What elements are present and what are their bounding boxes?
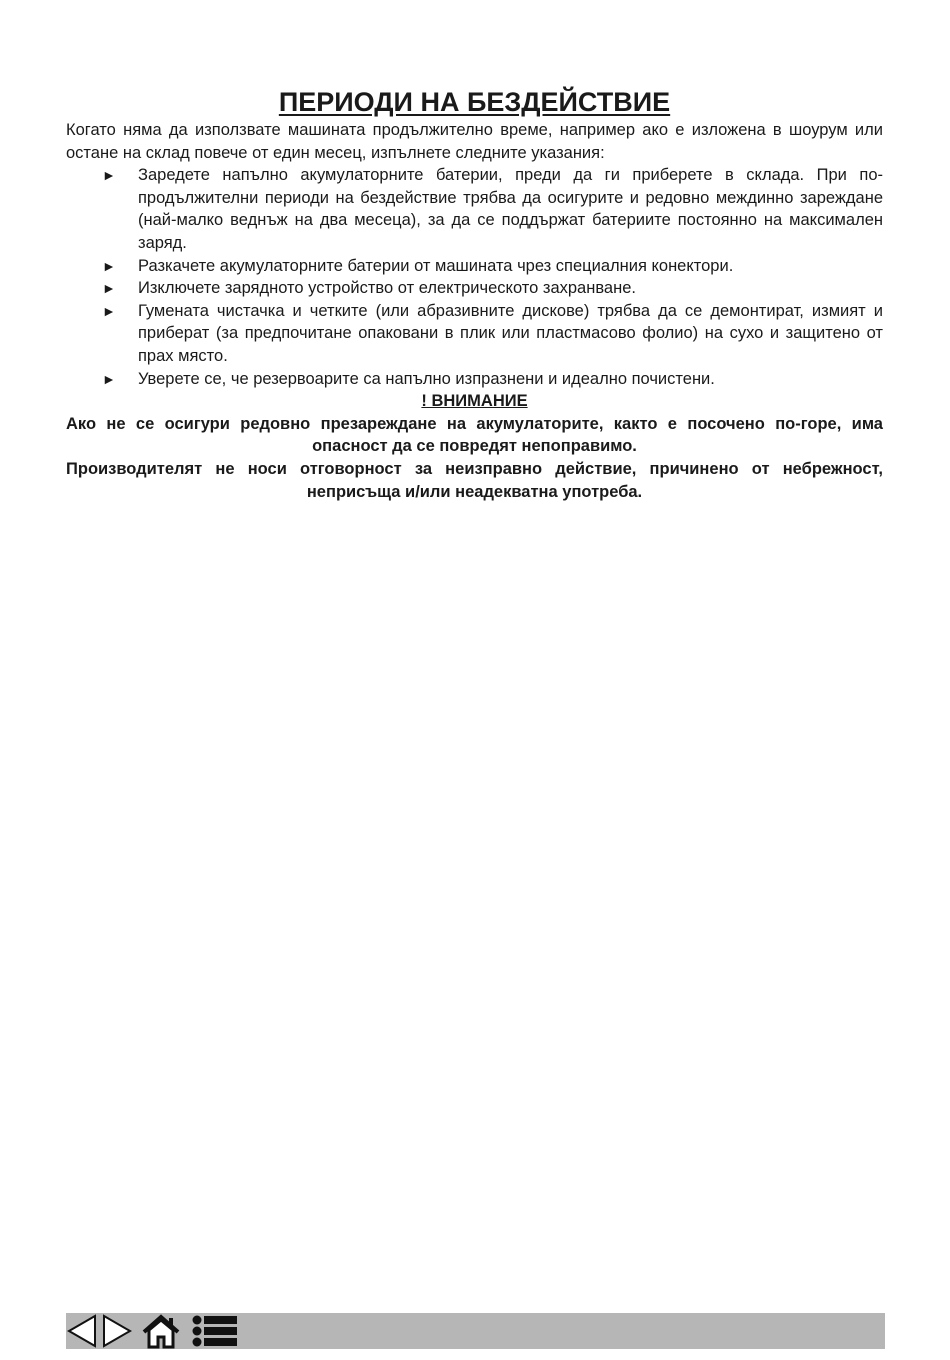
next-page-button[interactable] [101, 1313, 133, 1349]
disclaimer-text: Производителят не носи отговорност за неизправно действие, причинено от небрежност, неприсъща и/или неадекватна употреба. [66, 459, 883, 501]
table-of-contents-icon [191, 1314, 239, 1348]
intro-paragraph: Когато няма да използвате машината продължително време, например ако е изложена в шоурум или остане на склад повече от един месец, изпълнете следните указания: [66, 121, 883, 162]
list-item [66, 368, 883, 391]
document-page [66, 86, 883, 503]
list-item [66, 300, 883, 368]
home-button[interactable] [140, 1313, 182, 1349]
list-item-text: Уверете се, че резервоарите са напълно изпразнени и идеално почистени. [138, 369, 715, 388]
previous-page-icon [67, 1314, 97, 1348]
list-item-text: Гумената чистачка и четките (или абразивните дискове) трябва да се демонтират, измият и приберат (за предпочитане опаковани в плик или пластмасово фолио) на сухо и защитено от прах място. [138, 301, 883, 365]
list-item-text: Изключете зарядното устройство от електрическото захранване. [138, 279, 636, 298]
warning-text: Ако не се осигури редовно презареждане на акумулаторите, както е посочено по-горе, има опасност да се повредят непоправимо. [66, 414, 883, 456]
bullet-arrow-icon: ► [102, 280, 116, 297]
previous-page-button[interactable] [66, 1313, 98, 1349]
footer-navigation-bar [66, 1313, 885, 1349]
bullet-arrow-icon: ► [102, 257, 116, 274]
next-page-icon [102, 1314, 132, 1348]
list-item-text: Заредете напълно акумулаторните батерии, преди да ги приберете в склада. При по-продължителни периоди на бездействие трябва да осигурите и редовно междинно зареждане (най-малко веднъж на два месеца), за да се поддържат батериите постоянно на максимален заряд. [138, 166, 883, 252]
list-item [66, 164, 883, 254]
home-icon [141, 1313, 181, 1349]
warning-heading: ! ВНИМАНИЕ [421, 392, 528, 411]
list-item-text: Разкачете акумулаторните батерии от машината чрез специалния конектори. [138, 256, 734, 275]
instruction-list [66, 164, 883, 390]
page-title: ПЕРИОДИ НА БЕЗДЕЙСТВИЕ [278, 87, 671, 117]
table-of-contents-button[interactable] [190, 1313, 240, 1349]
bullet-arrow-icon: ► [102, 370, 116, 387]
bullet-arrow-icon: ► [102, 302, 116, 319]
list-item [66, 255, 883, 278]
list-item [66, 277, 883, 300]
bullet-arrow-icon: ► [102, 167, 116, 184]
